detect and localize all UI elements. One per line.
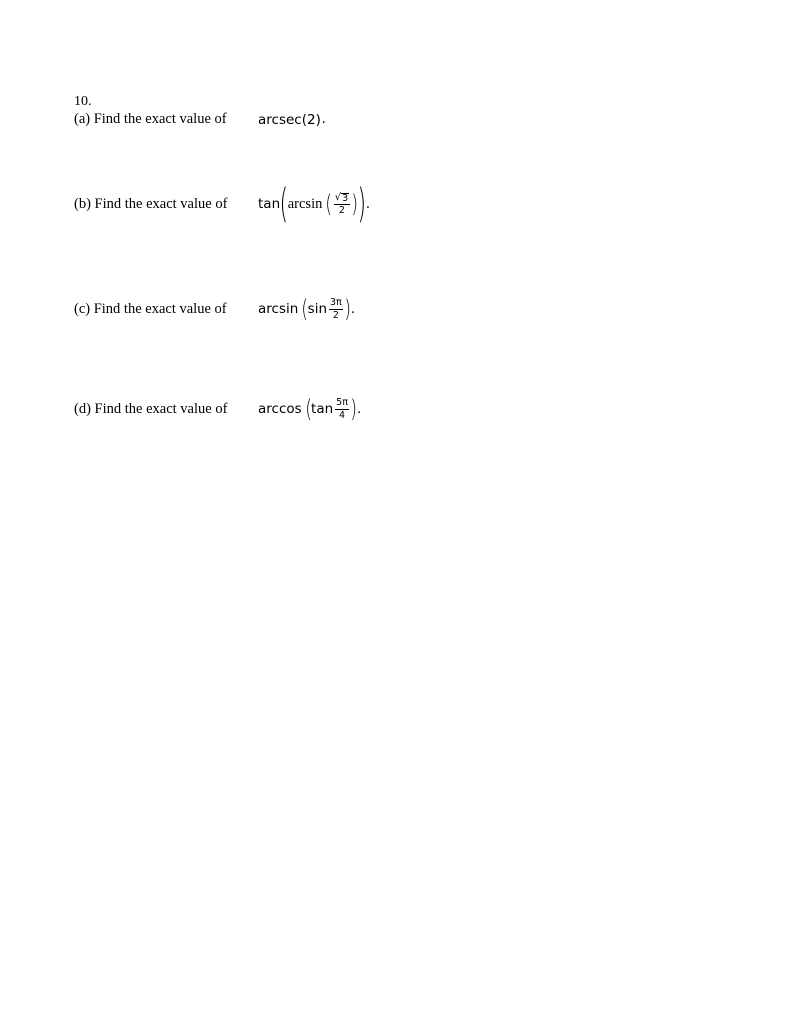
right-paren-inner: ): [351, 190, 359, 218]
part-a: [74, 111, 325, 128]
part-b-numerator: [334, 193, 350, 206]
part-c-numerator: 3π: [330, 297, 342, 308]
part-c-denominator: 2: [332, 309, 339, 321]
part-b-fraction: [334, 193, 350, 216]
left-paren: (: [305, 395, 312, 423]
part-c: [74, 297, 355, 321]
left-paren-outer: (: [279, 181, 289, 227]
part-b-inner-function: arcsin: [287, 195, 323, 212]
part-b-expression: [258, 181, 370, 227]
part-d-inner-function: tan: [311, 401, 334, 417]
part-d-expression: [258, 397, 361, 421]
part-c-period: .: [351, 300, 355, 317]
part-a-argument: (2): [301, 111, 321, 128]
right-paren: ): [344, 295, 351, 323]
left-paren: (: [301, 295, 309, 323]
part-a-function: arcsec: [258, 111, 302, 128]
part-d-numerator: 5π: [336, 397, 348, 408]
part-b-radicand: 3: [342, 192, 349, 204]
left-paren-inner: (: [325, 190, 333, 218]
part-a-period: .: [321, 111, 326, 127]
part-d: [74, 397, 361, 421]
part-d-period: .: [357, 400, 361, 417]
part-d-denominator: 4: [339, 409, 346, 421]
part-b-period: .: [366, 195, 370, 212]
part-c-inner-function: sin: [307, 301, 328, 317]
part-c-prompt: (c) Find the exact value of: [74, 300, 227, 317]
part-d-prompt: (d) Find the exact value of: [74, 400, 228, 417]
part-b: [74, 181, 370, 227]
part-b-outer-function: tan: [258, 196, 281, 212]
part-d-outer-function: arccos: [258, 401, 302, 417]
part-c-expression: [258, 297, 355, 321]
part-a-prompt: (a) Find the exact value of: [74, 111, 227, 127]
part-c-fraction: [329, 298, 343, 320]
part-c-outer-function: arcsin: [258, 301, 299, 317]
part-b-prompt: (b) Find the exact value of: [74, 195, 228, 212]
sqrt-icon: √: [334, 192, 342, 203]
right-paren-outer: ): [357, 181, 366, 227]
part-a-expression: [258, 111, 325, 128]
part-b-denominator: 2: [338, 205, 345, 216]
problem-number: 10.: [74, 94, 92, 109]
part-d-fraction: [335, 398, 349, 420]
right-paren: ): [350, 395, 357, 423]
